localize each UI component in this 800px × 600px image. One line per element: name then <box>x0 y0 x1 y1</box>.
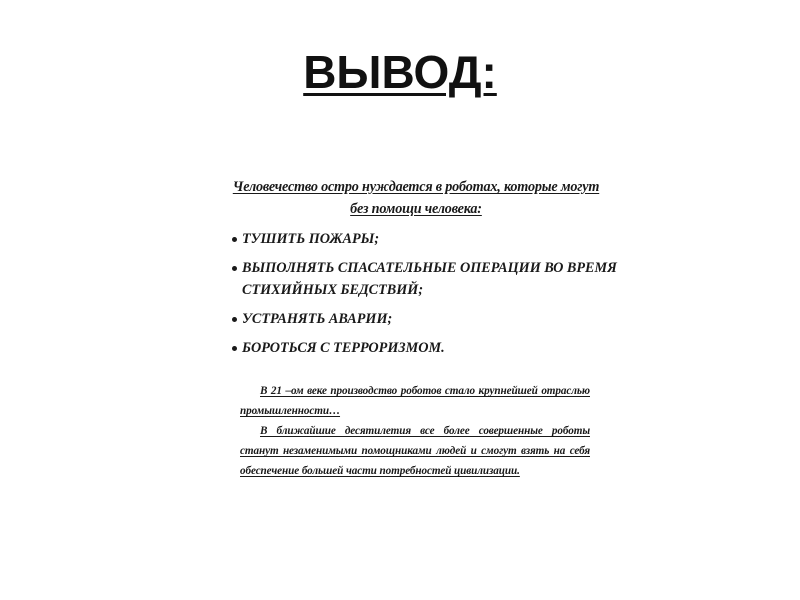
intro-line-1: Человечество остро нуждается в роботах, которые могут <box>232 179 600 195</box>
document-intro <box>196 176 636 220</box>
list-item: ВЫПОЛНЯТЬ СПАСАТЕЛЬНЫЕ ОПЕРАЦИИ ВО ВРЕМЯ СТИХИЙНЫХ БЕДСТВИЙ; <box>232 257 636 301</box>
list-item: ТУШИТЬ ПОЖАРЫ; <box>232 228 636 250</box>
slide-title <box>0 44 800 100</box>
note-paragraph-1: В 21 –ом веке производство роботов стало крупнейшей отраслью промышленности… <box>240 385 590 417</box>
list-item: БОРОТЬСЯ С ТЕРРОРИЗМОМ. <box>232 337 636 359</box>
list-item: УСТРАНЯТЬ АВАРИИ; <box>232 308 636 330</box>
document-note <box>196 381 636 481</box>
note-paragraph-2: В ближайшие десятилетия все более совершенные роботы станут незаменимыми помощниками людей и смогут взять на себя обеспечение большей части потребностей цивилизации. <box>240 425 590 477</box>
intro-line-2: без помощи человека: <box>350 201 482 217</box>
task-list <box>196 228 636 359</box>
slide-title-text: ВЫВОД: <box>303 46 497 98</box>
scanned-document <box>196 176 636 481</box>
